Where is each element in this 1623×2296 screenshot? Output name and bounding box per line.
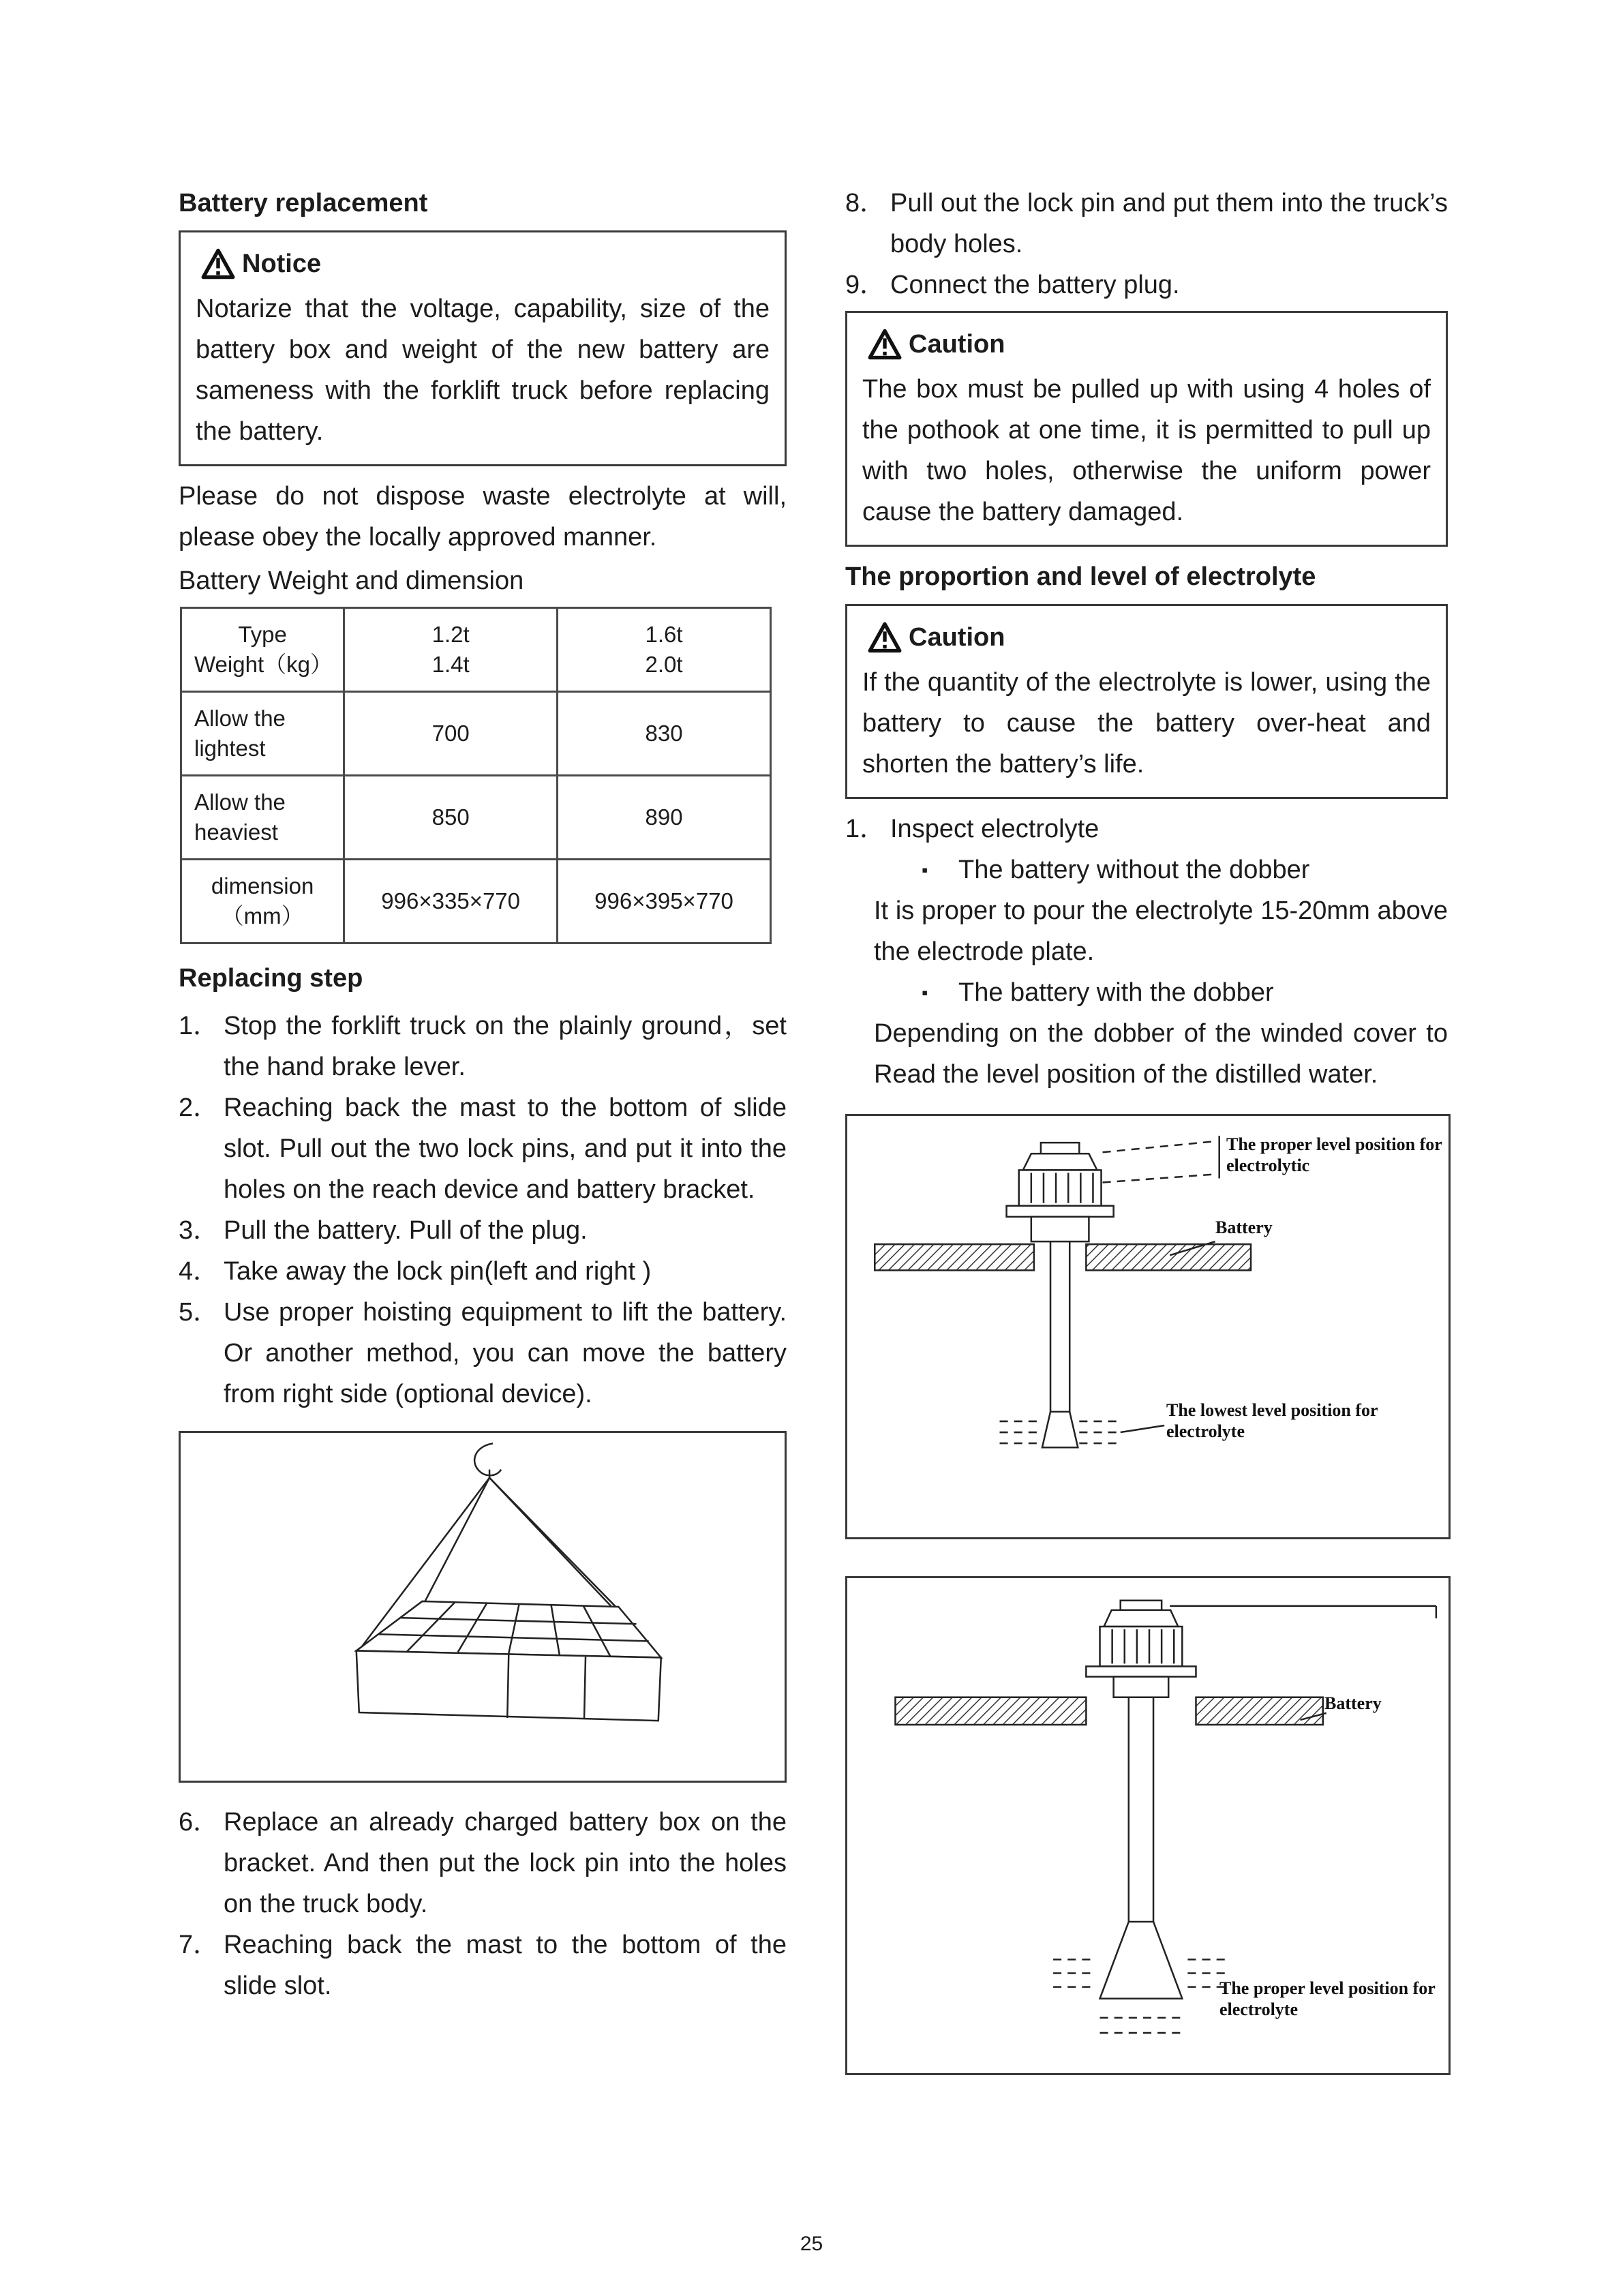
- notice-box: [179, 230, 787, 466]
- step-text: Replace an already charged battery box on the bracket. And then put the lock pin into the holes on the truck body.: [224, 1808, 787, 1918]
- figure-electrolyte-level-1: [845, 1114, 1451, 1539]
- bullet-text: The battery with the dobber: [958, 978, 1274, 1007]
- row-label: [181, 860, 344, 943]
- row-value: 890: [558, 776, 771, 860]
- warning-triangle-icon: [868, 329, 902, 360]
- table-header-row: [181, 608, 771, 692]
- bullet-item: [845, 849, 1448, 890]
- model2-line2: 2.0t: [645, 652, 683, 677]
- warning-triangle-icon: [868, 622, 902, 653]
- step-text: Inspect electrolyte: [890, 815, 1099, 843]
- label-battery: Battery: [1324, 1693, 1382, 1713]
- caution-text: If the quantity of the electrolyte is lower, using the battery to cause the battery over-heat and shorten the battery’s life.: [862, 668, 1431, 779]
- step-text: Pull the battery. Pull of the plug.: [224, 1216, 588, 1245]
- step-text: Connect the battery plug.: [890, 271, 1180, 299]
- disposal-paragraph: Please do not dispose waste electrolyte at will, please obey the locally approved manner.: [179, 482, 787, 552]
- label-lowest-level: The lowest level position for electrolyte: [1166, 1400, 1378, 1441]
- notice-label: Notice: [242, 250, 322, 278]
- warning-triangle-icon: [201, 248, 235, 280]
- header-cell-model-2: [558, 608, 771, 692]
- label-proper-level-electrolytic: The proper level position for electrolytic: [1226, 1134, 1442, 1175]
- step-item: [845, 809, 1448, 849]
- right-column: [845, 183, 1448, 2075]
- step-text: Reaching back the mast to the bottom of slide slot. Pull out the two lock pins, and put it into the holes on the reach device and battery bracket.: [224, 1093, 787, 1204]
- header-cell-model-1: [344, 608, 558, 692]
- caution-box-electrolyte: [845, 604, 1448, 799]
- row-value: 850: [344, 776, 558, 860]
- step-number: 1．: [845, 815, 886, 843]
- figure-battery-hoisting: [179, 1431, 787, 1783]
- step-item: [179, 1802, 787, 1924]
- row-value: 996×335×770: [344, 860, 558, 943]
- step-number: 3．: [179, 1216, 219, 1245]
- caution-text: The box must be pulled up with using 4 holes of the pothook at one time, it is permitted to pull up with two holes, otherwise the uniform power cause the battery damaged.: [862, 375, 1431, 526]
- section-title-battery-replacement: Battery replacement: [179, 189, 428, 217]
- weight-label: Weight（kg）: [194, 652, 333, 677]
- step-item: [179, 1210, 787, 1251]
- model2-line1: 1.6t: [645, 622, 683, 647]
- battery-weight-table: [180, 607, 772, 944]
- paragraph-with-dobber: Depending on the dobber of the winded cover to Read the level position of the distilled water.: [874, 1019, 1448, 1089]
- model1-line2: 1.4t: [431, 652, 470, 677]
- bullet-item: [845, 972, 1448, 1013]
- step-item: [179, 1292, 787, 1415]
- step-item: [845, 183, 1448, 265]
- caution-box-pothook: [845, 311, 1448, 547]
- step-text: Pull out the lock pin and put them into the truck’s body holes.: [890, 189, 1448, 258]
- section-title-replacing-step: Replacing step: [179, 964, 363, 993]
- figure-electrolyte-level-2: [845, 1576, 1451, 2075]
- step-number: 5．: [179, 1298, 219, 1327]
- type-label: Type: [238, 622, 287, 647]
- step-text: Stop the forklift truck on the plainly ground，set the hand brake lever.: [224, 1012, 787, 1081]
- row-label: Allow the heaviest: [181, 776, 344, 860]
- bullet-marker: ▪: [922, 860, 928, 880]
- step-item: [179, 1006, 787, 1087]
- row-value: 700: [344, 692, 558, 776]
- row-value: 830: [558, 692, 771, 776]
- label-battery: Battery: [1215, 1218, 1273, 1237]
- label-proper-level-electrolyte: The proper level position for electrolyte: [1219, 1978, 1436, 2019]
- step-number: 8．: [845, 189, 886, 217]
- table-row-lightest: [181, 692, 771, 776]
- step-text: Reaching back the mast to the bottom of the slide slot.: [224, 1931, 787, 2000]
- caution-header: [862, 322, 1431, 369]
- caution-header: [862, 616, 1431, 662]
- step-number: 6．: [179, 1808, 219, 1837]
- step-number: 9．: [845, 271, 886, 299]
- left-column: [179, 183, 787, 2006]
- paragraph-without-dobber: It is proper to pour the electrolyte 15-20mm above the electrode plate.: [874, 896, 1448, 966]
- bullet-text: The battery without the dobber: [958, 856, 1310, 884]
- notice-text: Notarize that the voltage, capability, size of the battery box and weight of the new battery are sameness with the forklift truck before replacing the battery.: [196, 294, 770, 446]
- step-text: Use proper hoisting equipment to lift the battery. Or another method, you can move the battery from right side (optional device).: [224, 1298, 787, 1408]
- row-label: Allow the lightest: [181, 692, 344, 776]
- step-item: [179, 1924, 787, 2006]
- section-title-electrolyte: The proportion and level of electrolyte: [845, 562, 1316, 591]
- step-number: 2．: [179, 1093, 219, 1122]
- caution-label: Caution: [909, 330, 1005, 359]
- model1-line1: 1.2t: [431, 622, 470, 647]
- step-item: [845, 265, 1448, 305]
- step-item: [179, 1087, 787, 1210]
- step-number: 7．: [179, 1931, 219, 1959]
- page-number: 25: [800, 2233, 823, 2255]
- table-caption: Battery Weight and dimension: [179, 567, 524, 595]
- caution-label: Caution: [909, 623, 1005, 652]
- step-item: [179, 1251, 787, 1292]
- bullet-marker: ▪: [922, 982, 928, 1003]
- step-text: Take away the lock pin(left and right ): [224, 1257, 652, 1286]
- notice-header: [196, 242, 770, 288]
- battery-hoisting-drawing: [181, 1433, 785, 1781]
- step-number: 1．: [179, 1012, 219, 1040]
- dimension-label-line1: dimension: [211, 873, 314, 898]
- step-number: 4．: [179, 1257, 219, 1286]
- header-cell-type-weight: [181, 608, 344, 692]
- dimension-label-line2: （mm）: [221, 903, 304, 928]
- electrolyte-level-drawing-1: [847, 1116, 1448, 1537]
- table-row-heaviest: [181, 776, 771, 860]
- row-value: 996×395×770: [558, 860, 771, 943]
- table-row-dimension: [181, 860, 771, 943]
